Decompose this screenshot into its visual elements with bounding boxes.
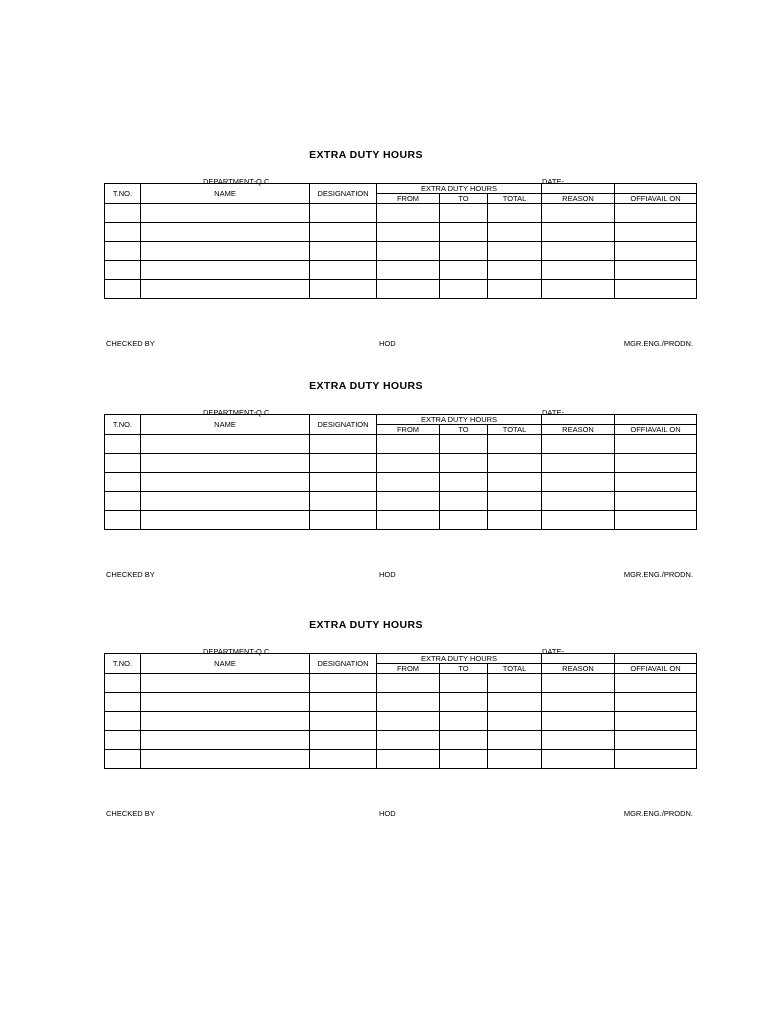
offiavail-on-cell: [615, 242, 697, 261]
name-cell: [141, 712, 310, 731]
col-header-extra-duty-hours: EXTRA DUTY HOURS: [377, 184, 542, 194]
col-header-reason: REASON: [542, 425, 615, 435]
form-title: EXTRA DUTY HOURS: [309, 149, 423, 161]
col-header-offiavail-on: OFFIAVAIL ON: [615, 425, 697, 435]
table-row: [105, 750, 697, 769]
tno-cell: [105, 204, 141, 223]
duty-form-2: [0, 380, 768, 590]
department-label: DEPARTMENT-Q.C.: [203, 647, 272, 656]
to-cell: [440, 204, 488, 223]
total-cell: [488, 223, 542, 242]
tno-cell: [105, 511, 141, 530]
reason-cell: [542, 674, 615, 693]
designation-cell: [310, 280, 377, 299]
name-cell: [141, 223, 310, 242]
from-cell: [377, 204, 440, 223]
col-header-extra-duty-hours: EXTRA DUTY HOURS: [377, 654, 542, 664]
col-header-from: FROM: [377, 425, 440, 435]
col-header-total: TOTAL: [488, 425, 542, 435]
form-title: EXTRA DUTY HOURS: [309, 619, 423, 631]
designation-cell: [310, 454, 377, 473]
name-cell: [141, 731, 310, 750]
name-cell: [141, 280, 310, 299]
offiavail-on-cell: [615, 223, 697, 242]
designation-cell: [310, 435, 377, 454]
reason-cell: [542, 435, 615, 454]
offiavail-on-cell: [615, 750, 697, 769]
duty-form-1: [0, 149, 768, 359]
col-header-blank: [615, 415, 697, 425]
from-cell: [377, 435, 440, 454]
form-title: EXTRA DUTY HOURS: [309, 380, 423, 392]
hod-label: HOD: [379, 570, 396, 579]
col-header-to: TO: [440, 194, 488, 204]
reason-cell: [542, 204, 615, 223]
mgr-label: MGR.ENG./PRODN.: [623, 570, 693, 579]
reason-cell: [542, 712, 615, 731]
to-cell: [440, 473, 488, 492]
name-cell: [141, 261, 310, 280]
to-cell: [440, 435, 488, 454]
col-header-blank: [615, 184, 697, 194]
col-header-total: TOTAL: [488, 664, 542, 674]
tno-cell: [105, 454, 141, 473]
from-cell: [377, 492, 440, 511]
col-header-from: FROM: [377, 664, 440, 674]
to-cell: [440, 750, 488, 769]
table-row: [105, 204, 697, 223]
tno-cell: [105, 280, 141, 299]
date-label: DATE-.......: [542, 177, 579, 186]
from-cell: [377, 693, 440, 712]
designation-cell: [310, 693, 377, 712]
offiavail-on-cell: [615, 492, 697, 511]
col-header-tno: T.NO.: [105, 415, 141, 435]
col-header-designation: DESIGNATION: [310, 415, 377, 435]
to-cell: [440, 492, 488, 511]
total-cell: [488, 674, 542, 693]
table-row: [105, 693, 697, 712]
col-header-extra-duty-hours: EXTRA DUTY HOURS: [377, 415, 542, 425]
table-row: [105, 674, 697, 693]
tno-cell: [105, 473, 141, 492]
col-header-offiavail-on: OFFIAVAIL ON: [615, 194, 697, 204]
name-cell: [141, 693, 310, 712]
to-cell: [440, 511, 488, 530]
name-cell: [141, 492, 310, 511]
from-cell: [377, 712, 440, 731]
total-cell: [488, 731, 542, 750]
to-cell: [440, 242, 488, 261]
name-cell: [141, 750, 310, 769]
date-label: DATE-.......: [542, 408, 579, 417]
department-label: DEPARTMENT-Q.C.: [203, 177, 272, 186]
tno-cell: [105, 674, 141, 693]
col-header-offiavail-on: OFFIAVAIL ON: [615, 664, 697, 674]
col-header-blank: [542, 654, 615, 664]
duty-table: [104, 183, 697, 299]
hod-label: HOD: [379, 809, 396, 818]
name-cell: [141, 204, 310, 223]
from-cell: [377, 280, 440, 299]
name-cell: [141, 511, 310, 530]
tno-cell: [105, 693, 141, 712]
table-row: [105, 731, 697, 750]
to-cell: [440, 731, 488, 750]
col-header-designation: DESIGNATION: [310, 654, 377, 674]
duty-table: [104, 414, 697, 530]
hod-label: HOD: [379, 339, 396, 348]
reason-cell: [542, 731, 615, 750]
designation-cell: [310, 242, 377, 261]
tno-cell: [105, 750, 141, 769]
table-row: [105, 280, 697, 299]
table-row: [105, 435, 697, 454]
total-cell: [488, 261, 542, 280]
col-header-blank: [542, 415, 615, 425]
table-row: [105, 511, 697, 530]
offiavail-on-cell: [615, 204, 697, 223]
department-label: DEPARTMENT-Q.C.: [203, 408, 272, 417]
col-header-reason: REASON: [542, 664, 615, 674]
date-label: DATE-.......: [542, 647, 579, 656]
col-header-reason: REASON: [542, 194, 615, 204]
table-row: [105, 454, 697, 473]
tno-cell: [105, 223, 141, 242]
offiavail-on-cell: [615, 511, 697, 530]
mgr-label: MGR.ENG./PRODN.: [623, 809, 693, 818]
checked-by-label: CHECKED BY: [106, 570, 155, 579]
to-cell: [440, 280, 488, 299]
reason-cell: [542, 693, 615, 712]
offiavail-on-cell: [615, 693, 697, 712]
from-cell: [377, 511, 440, 530]
to-cell: [440, 693, 488, 712]
name-cell: [141, 435, 310, 454]
designation-cell: [310, 261, 377, 280]
offiavail-on-cell: [615, 674, 697, 693]
designation-cell: [310, 473, 377, 492]
reason-cell: [542, 511, 615, 530]
col-header-to: TO: [440, 664, 488, 674]
total-cell: [488, 435, 542, 454]
col-header-to: TO: [440, 425, 488, 435]
name-cell: [141, 454, 310, 473]
name-cell: [141, 674, 310, 693]
total-cell: [488, 280, 542, 299]
designation-cell: [310, 223, 377, 242]
to-cell: [440, 261, 488, 280]
offiavail-on-cell: [615, 712, 697, 731]
total-cell: [488, 473, 542, 492]
total-cell: [488, 492, 542, 511]
table-row: [105, 473, 697, 492]
tno-cell: [105, 731, 141, 750]
from-cell: [377, 242, 440, 261]
from-cell: [377, 261, 440, 280]
col-header-tno: T.NO.: [105, 184, 141, 204]
table-row: [105, 261, 697, 280]
designation-cell: [310, 750, 377, 769]
table-row: [105, 492, 697, 511]
designation-cell: [310, 511, 377, 530]
offiavail-on-cell: [615, 261, 697, 280]
reason-cell: [542, 261, 615, 280]
from-cell: [377, 674, 440, 693]
reason-cell: [542, 454, 615, 473]
duty-form-3: [0, 619, 768, 829]
offiavail-on-cell: [615, 280, 697, 299]
total-cell: [488, 454, 542, 473]
mgr-label: MGR.ENG./PRODN.: [623, 339, 693, 348]
col-header-blank: [615, 654, 697, 664]
reason-cell: [542, 223, 615, 242]
total-cell: [488, 204, 542, 223]
table-row: [105, 712, 697, 731]
tno-cell: [105, 242, 141, 261]
tno-cell: [105, 435, 141, 454]
from-cell: [377, 223, 440, 242]
total-cell: [488, 242, 542, 261]
total-cell: [488, 750, 542, 769]
col-header-total: TOTAL: [488, 194, 542, 204]
from-cell: [377, 750, 440, 769]
from-cell: [377, 731, 440, 750]
reason-cell: [542, 473, 615, 492]
to-cell: [440, 712, 488, 731]
offiavail-on-cell: [615, 473, 697, 492]
name-cell: [141, 242, 310, 261]
to-cell: [440, 674, 488, 693]
table-row: [105, 223, 697, 242]
col-header-from: FROM: [377, 194, 440, 204]
checked-by-label: CHECKED BY: [106, 809, 155, 818]
checked-by-label: CHECKED BY: [106, 339, 155, 348]
from-cell: [377, 473, 440, 492]
to-cell: [440, 223, 488, 242]
col-header-blank: [542, 184, 615, 194]
reason-cell: [542, 242, 615, 261]
col-header-name: NAME: [141, 654, 310, 674]
designation-cell: [310, 204, 377, 223]
total-cell: [488, 693, 542, 712]
designation-cell: [310, 731, 377, 750]
duty-table: [104, 653, 697, 769]
name-cell: [141, 473, 310, 492]
offiavail-on-cell: [615, 731, 697, 750]
tno-cell: [105, 492, 141, 511]
designation-cell: [310, 712, 377, 731]
total-cell: [488, 511, 542, 530]
tno-cell: [105, 712, 141, 731]
col-header-tno: T.NO.: [105, 654, 141, 674]
table-row: [105, 242, 697, 261]
to-cell: [440, 454, 488, 473]
offiavail-on-cell: [615, 435, 697, 454]
col-header-designation: DESIGNATION: [310, 184, 377, 204]
designation-cell: [310, 492, 377, 511]
from-cell: [377, 454, 440, 473]
tno-cell: [105, 261, 141, 280]
designation-cell: [310, 674, 377, 693]
col-header-name: NAME: [141, 415, 310, 435]
reason-cell: [542, 280, 615, 299]
total-cell: [488, 712, 542, 731]
offiavail-on-cell: [615, 454, 697, 473]
col-header-name: NAME: [141, 184, 310, 204]
reason-cell: [542, 750, 615, 769]
reason-cell: [542, 492, 615, 511]
